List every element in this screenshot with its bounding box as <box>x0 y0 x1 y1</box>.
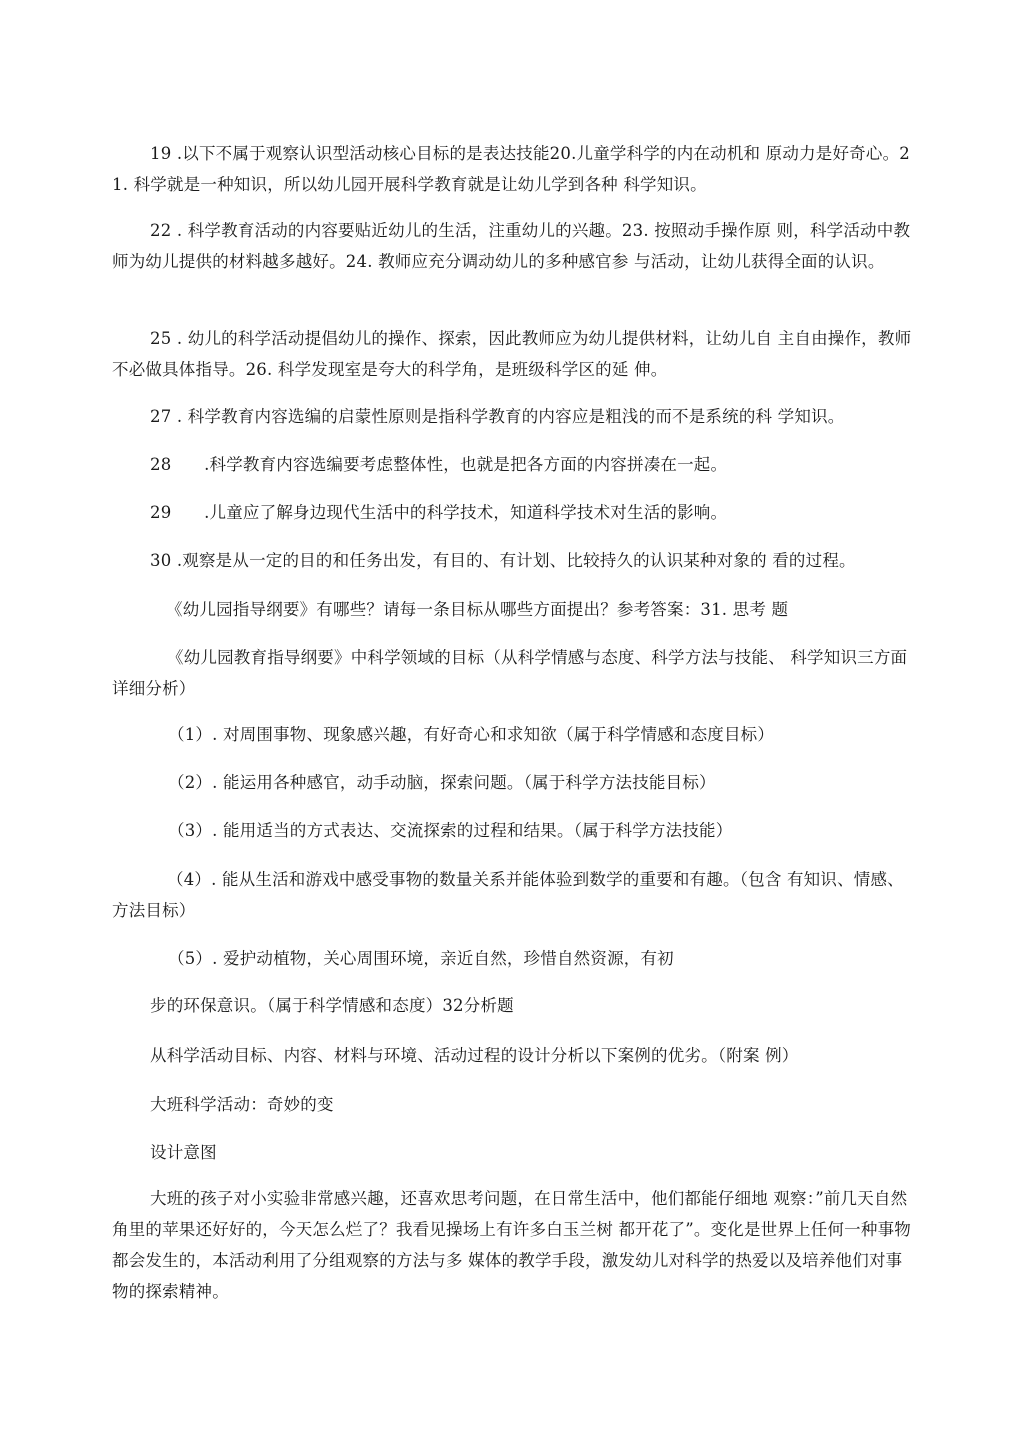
question-32-prompt: 从科学活动目标、内容、材料与环境、活动过程的设计分析以下案例的优劣。（附案 例） <box>150 1046 799 1065</box>
paragraph-19-21: 19 .以下不属于观察认识型活动核心目标的是表达技能20.儿童学科学的内在动机和 原动力是好奇心。21. 科学就是一种知识，所以幼儿园开展科学教育就是让幼儿学到各种 科学知识。 <box>112 144 910 194</box>
goal-item-5: （5）. 爱护动植物，关心周围环境，亲近自然，珍惜自然资源，有初 <box>168 949 674 968</box>
goal-item-4: （4）. 能从生活和游戏中感受事物的数量关系并能体验到数学的重要和有趣。（包含 有知识、情感、方法目标） <box>112 870 904 920</box>
goal-item-5-continued: 步的环保意识。（属于科学情感和态度）32分析题 <box>150 996 514 1015</box>
paragraph-29: 29 .儿童应了解身边现代生活中的科学技术，知道科学技术对生活的影响。 <box>150 503 728 522</box>
paragraph-27: 27 . 科学教育内容选编的启蒙性原则是指科学教育的内容应是粗浅的而不是系统的科 学知识。 <box>150 407 845 426</box>
goal-item-3: （3）. 能用适当的方式表达、交流探索的过程和结果。（属于科学方法技能） <box>168 821 733 840</box>
question-31: 《幼儿园指导纲要》有哪些？请每一条目标从哪些方面提出？参考答案：31. 思考 题 <box>166 600 789 619</box>
goal-item-2: （2）. 能运用各种感官，动手动脑，探索问题。（属于科学方法技能目标） <box>168 773 716 792</box>
paragraph-30: 30 .观察是从一定的目的和任务出发，有目的、有计划、比较持久的认识某种对象的 看的过程。 <box>150 551 856 570</box>
design-intent-body: 大班的孩子对小实验非常感兴趣，还喜欢思考问题，在日常生活中，他们都能仔细地 观察：”前几天自然角里的苹果还好好的，今天怎么烂了？我看见操场上有许多白玉兰树 都开花了”。变化是世界上任何一种事物都会发生的，本活动利用了分组观察的方法与多 媒体的教学手段，激发幼儿对科学的热爱以及培养他们对事物的探索精神。 <box>112 1189 911 1301</box>
case-title: 大班科学活动：奇妙的变 <box>150 1095 334 1114</box>
goal-item-1: （1）. 对周围事物、现象感兴趣，有好奇心和求知欲（属于科学情感和态度目标） <box>168 725 775 744</box>
design-intent-heading: 设计意图 <box>150 1143 217 1162</box>
paragraph-28: 28 .科学教育内容选编要考虑整体性，也就是把各方面的内容拼凑在一起。 <box>150 455 728 474</box>
paragraph-22-24: 22 . 科学教育活动的内容要贴近幼儿的生活，注重幼儿的兴趣。23. 按照动手操作原 则，科学活动中教师为幼儿提供的材料越多越好。24. 教师应充分调动幼儿的多种感官参 与活动，让幼儿获得全面的认识。 <box>112 221 911 271</box>
paragraph-25-26: 25 . 幼儿的科学活动提倡幼儿的操作、探索，因此教师应为幼儿提供材料，让幼儿自 主自由操作，教师不必做具体指导。26. 科学发现室是夸大的科学角，是班级科学区的延 伸。 <box>112 329 912 379</box>
guideline-intro: 《幼儿园教育指导纲要》中科学领域的目标（从科学情感与态度、科学方法与技能、 科学知识三方面详细分析） <box>112 648 908 698</box>
